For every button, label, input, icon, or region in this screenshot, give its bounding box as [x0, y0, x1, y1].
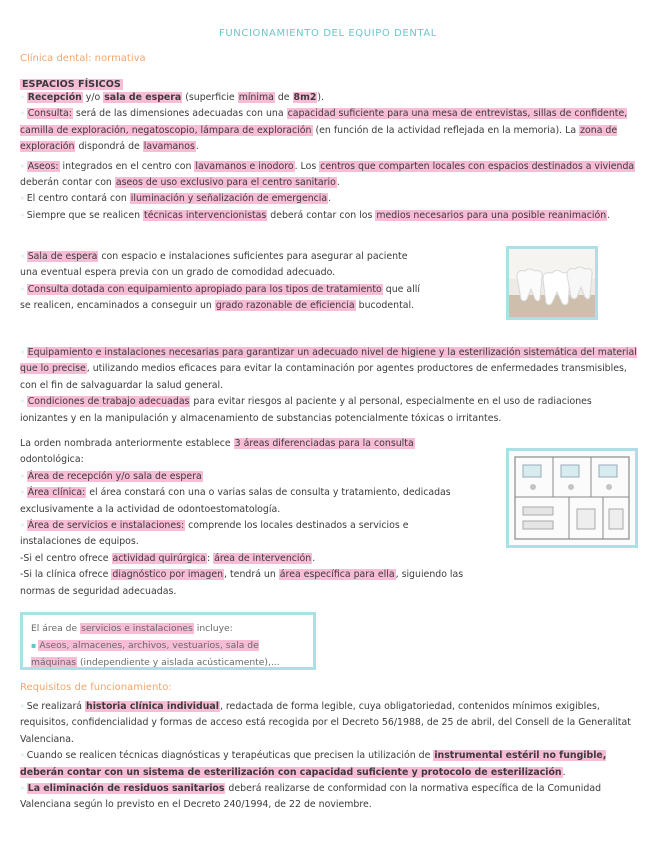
bullet-icon: ◦ [20, 488, 25, 498]
bullet-icon: ◦ [20, 93, 25, 102]
list-item: ◦ Aseos: integrados en el centro con lavamanos e inodoro. Los centros que comparten locales con espacios destinados a vivienda deberán contar con aseos de uso exclusivo para el centro sanitario. [20, 160, 635, 189]
bullet-icon: ◦ [20, 161, 25, 171]
block-espacios [20, 90, 638, 224]
list-item: ◦ Equipamiento e instalaciones necesarias para garantizar un adecuado nivel de higiene y la esterilización sistemática del material que lo precise, utilizando medios eficaces para evitar la contaminación por agentes productores de enfermedades transmisibles, con el fin de salvaguardar la salud general. [20, 347, 637, 391]
bullet-icon: ◦ [20, 252, 25, 261]
bullet-icon: ◦ [20, 194, 25, 204]
list-item: ◦ Sala de espera con espacio e instalaciones suficientes para asegurar al paciente una eventual espera previa con un grado de comodidad adecuado. [20, 251, 408, 279]
list-item: ◦ Área clínica: el área constará con una o varias salas de consulta y tratamiento, dedicadas exclusivamente a la actividad de odontoestomatología. [20, 487, 451, 515]
bullet-icon: ▪ [31, 641, 37, 650]
bullet-icon: ◦ [20, 751, 25, 761]
list-item: ◦ La eliminación de residuos sanitarios deberá realizarse de conformidad con la normativa específica de la Comunidad Valenciana según lo previsto en el Decreto 240/1994, de 22 de noviembre. [20, 783, 602, 811]
list-item: ◦ Recepción y/o sala de espera (superficie mínima de 8m2). [20, 92, 325, 103]
floor-plan-image [506, 448, 638, 548]
bullet-icon: ◦ [20, 109, 25, 119]
list-item: -Si el centro ofrece actividad quirúrgica: área de intervención. [20, 552, 316, 564]
list-item: ◦ El centro contará con iluminación y señalización de emergencia. [20, 193, 332, 205]
paragraph: La orden nombrada anteriormente establece 3 áreas diferenciadas para la consulta odontológica: [20, 438, 414, 466]
list-item: -Si la clínica ofrece diagnóstico por imagen, tendrá un área específica para ella, siguiendo las normas de seguridad adecuadas. [20, 569, 464, 597]
heading-espacios-fisicos: ESPACIOS FÍSICOS [22, 79, 121, 90]
bullet-icon: ◦ [20, 348, 25, 357]
page-title: FUNCIONAMIENTO DEL EQUIPO DENTAL [219, 28, 437, 39]
block-equipamiento [20, 345, 638, 427]
list-item: ◦ Cuando se realicen técnicas diagnósticas y terapéuticas que precisen la utilización de instrumental estéril no fungible, deberán contar con un sistema de esterilización con capacidad suficiente y protocolo de esterilización. [20, 750, 607, 778]
block-requisitos [20, 699, 638, 814]
bullet-icon: ◦ [20, 521, 25, 531]
box-line: ▪ Aseos, almacenes, archivos, vestuarios, sala de máquinas (independiente y aislada acústicamente),... [31, 640, 280, 668]
list-item: ◦ Área de recepción y/o sala de espera [20, 470, 202, 482]
services-callout-box [20, 612, 316, 670]
list-item: ◦ Condiciones de trabajo adecuadas para evitar riesgos al paciente y al personal, especialmente en el uso de radiaciones ionizantes y en la manipulación y almacenamiento de substancias potencialmente tóxicas o irritantes. [20, 396, 592, 424]
list-item: ◦ Área de servicios e instalaciones: comprende los locales destinados a servicios e instalaciones de equipos. [20, 520, 409, 548]
list-item: ◦ Siempre que se realicen técnicas intervencionistas deberá contar con los medios necesarios para una posible reanimación. [20, 209, 611, 221]
section-title-requisitos: Requisitos de funcionamiento: [20, 682, 172, 693]
floor-plan-illustration [509, 451, 635, 545]
bullet-icon: ◦ [20, 784, 25, 794]
waiting-room-photo [506, 246, 598, 320]
section-title-normativa: Clínica dental: normativa [20, 53, 146, 64]
box-line: El área de servicios e instalaciones incluye: [31, 623, 233, 634]
list-item: ◦ Consulta dotada con equipamiento apropiado para los tipos de tratamiento que allí se realicen, encaminados a conseguir un grado razonable de eficiencia bucodental. [20, 283, 420, 312]
block-areas [20, 436, 470, 600]
bullet-icon: ◦ [20, 702, 25, 711]
bullet-icon: ◦ [20, 471, 25, 481]
tooth-chairs-illustration [509, 249, 595, 317]
list-item: ◦ Se realizará historia clínica individual, redactada de forma legible, cuya obligatoriedad, contenidos mínimos exigibles, requisitos, confidencialidad y formas de acceso está recogida por el Decreto 56/1988, de 25 de abril, del Consell de la Generalitat Valenciana. [20, 701, 631, 745]
list-item: ◦ Consulta: será de las dimensiones adecuadas con una capacidad suficiente para una mesa de entrevistas, sillas de confidente, camilla de exploración, negatoscopio, lámpara de exploración (en función de la actividad reflejada en la memoria). La zona de exploración dispondrá de lavamanos. [20, 108, 628, 153]
bullet-icon: ◦ [20, 397, 25, 407]
bullet-icon: ◦ [20, 210, 25, 220]
bullet-icon: ◦ [20, 284, 25, 294]
block-sala-espera [20, 249, 425, 315]
